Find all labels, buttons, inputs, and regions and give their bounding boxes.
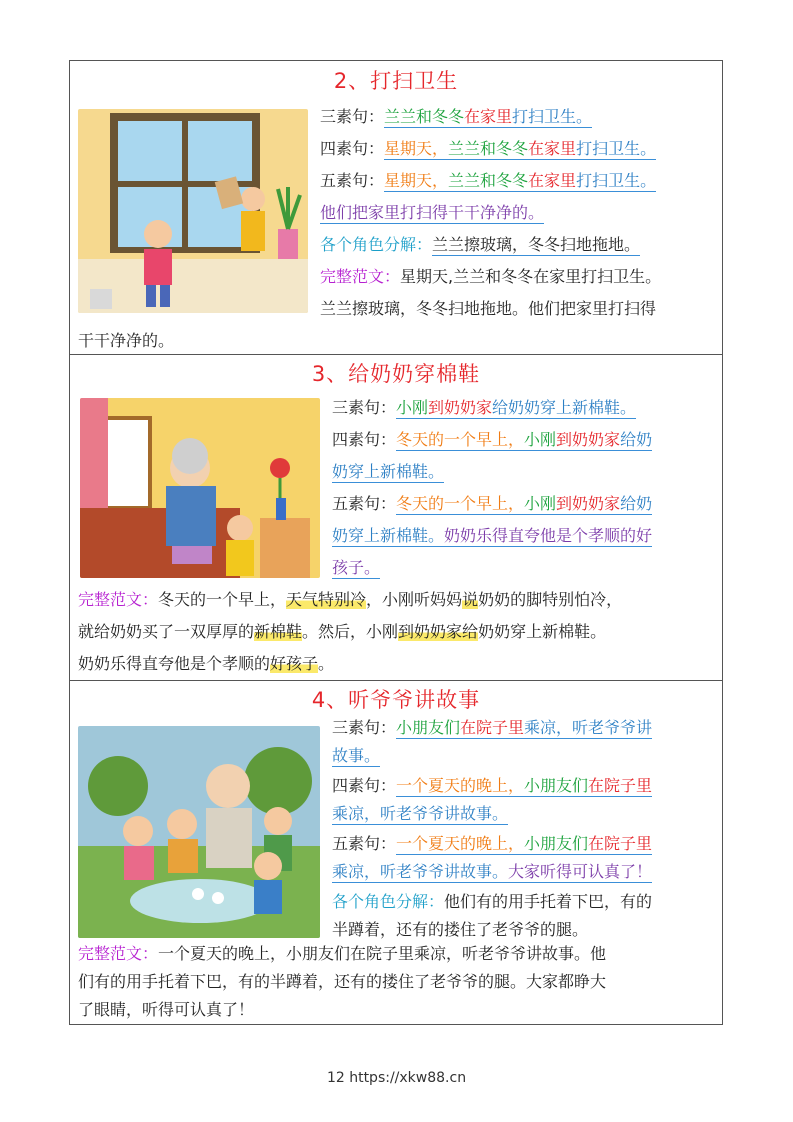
highlight: 好孩子 xyxy=(270,654,319,673)
where: 到奶奶家 xyxy=(556,494,621,513)
who: 小朋友们 xyxy=(396,718,461,737)
when: 星期天， xyxy=(384,139,449,158)
label: 四素句： xyxy=(332,430,397,449)
highlight: 说 xyxy=(462,590,479,609)
what: 故事。 xyxy=(332,746,381,765)
highlight: 新棉鞋 xyxy=(254,622,303,641)
label: 完整范文： xyxy=(78,944,159,963)
where: 在家里 xyxy=(528,171,577,190)
who: 小朋友们 xyxy=(524,834,589,853)
what: 给奶 xyxy=(620,430,653,449)
label: 各个角色分解： xyxy=(332,892,445,911)
four-element-continuation xyxy=(332,462,444,482)
label: 完整范文： xyxy=(78,590,159,609)
who: 小刚 xyxy=(396,398,429,417)
page-footer: 12 https://xkw88.cn xyxy=(326,1070,467,1086)
role-breakdown xyxy=(332,892,652,912)
cleaning-illustration xyxy=(78,109,308,313)
essay-text: ，小刚听妈妈 xyxy=(366,590,463,609)
role-breakdown-continuation: 半蹲着，还有的搂住了老爷爷的腿。 xyxy=(332,920,589,939)
five-element-sentence xyxy=(332,834,652,854)
label: 完整范文： xyxy=(320,267,401,286)
highlight: 天气特别冷 xyxy=(286,590,367,609)
label: 三素句： xyxy=(332,398,397,417)
where: 到奶奶家 xyxy=(428,398,493,417)
how: 孩子。 xyxy=(332,558,381,577)
what: 乘凉，听老爷爷讲故事。 xyxy=(332,804,509,823)
label: 五素句： xyxy=(332,494,397,513)
model-essay-line xyxy=(78,944,606,964)
what: 打扫卫生。 xyxy=(576,171,657,190)
four-element-sentence xyxy=(332,430,652,450)
where: 在院子里 xyxy=(588,776,653,795)
what: 乘凉，听老爷爷讲故事。 xyxy=(332,862,509,881)
role-breakdown xyxy=(320,235,640,255)
label: 五素句： xyxy=(332,834,397,853)
section-title: 3、给奶奶穿棉鞋 xyxy=(311,362,481,386)
where: 在家里 xyxy=(528,139,577,158)
model-essay-line: 干干净净的。 xyxy=(78,331,175,350)
what: 乘凉，听老爷爷讲 xyxy=(524,718,653,737)
where: 到奶奶家 xyxy=(556,430,621,449)
content-frame xyxy=(69,60,723,1025)
what: 给奶 xyxy=(620,494,653,513)
model-essay-line: 们有的用手托着下巴，有的半蹲着，还有的搂住了老爷爷的腿。大家都睁大 xyxy=(78,972,607,991)
when: 冬天的一个早上， xyxy=(396,494,525,513)
where: 在院子里 xyxy=(460,718,525,737)
model-essay-line xyxy=(78,654,334,674)
essay-text: 。 xyxy=(318,654,335,673)
where: 在家里 xyxy=(464,107,513,126)
three-element-sentence xyxy=(320,107,592,127)
essay-text: 奶奶乐得直夸他是个孝顺的 xyxy=(78,654,271,673)
section-cleaning xyxy=(70,61,722,355)
three-element-continuation xyxy=(332,746,380,766)
section-title: 2、打扫卫生 xyxy=(333,69,459,93)
three-element-sentence xyxy=(332,718,652,738)
section-title: 4、听爷爷讲故事 xyxy=(311,688,481,712)
where: 在院子里 xyxy=(588,834,653,853)
what: 打扫卫生。 xyxy=(512,107,593,126)
essay-text: 星期天,兰兰和冬冬在家里打扫卫生。 xyxy=(400,267,662,286)
story-illustration xyxy=(78,726,320,938)
model-essay-line: 了眼睛，听得可认真了！ xyxy=(78,1000,255,1019)
who: 兰兰和冬冬 xyxy=(384,107,465,126)
five-element-continuation xyxy=(320,203,544,223)
five-element-continuation xyxy=(332,526,652,546)
role-text: 他们有的用手托着下巴，有的 xyxy=(444,892,653,911)
label: 各个角色分解： xyxy=(320,235,433,254)
essay-text: 。然后，小刚 xyxy=(302,622,399,641)
when: 冬天的一个早上， xyxy=(396,430,525,449)
label: 四素句： xyxy=(320,139,385,158)
what: 给奶奶穿上新棉鞋。 xyxy=(492,398,637,417)
how: 大家听得可认真了！ xyxy=(508,862,653,881)
who: 兰兰和冬冬 xyxy=(448,171,529,190)
when: 星期天， xyxy=(384,171,449,190)
essay-text: 就给奶奶买了一双厚厚的 xyxy=(78,622,255,641)
three-element-sentence xyxy=(332,398,636,418)
model-essay-line xyxy=(320,267,661,287)
label: 三素句： xyxy=(320,107,385,126)
essay-text: 冬天的一个早上， xyxy=(158,590,287,609)
label: 四素句： xyxy=(332,776,397,795)
who: 小朋友们 xyxy=(524,776,589,795)
five-element-sentence xyxy=(320,171,656,191)
four-element-sentence xyxy=(332,776,652,796)
four-element-continuation xyxy=(332,804,508,824)
essay-text: 奶奶的脚特别怕冷， xyxy=(478,590,623,609)
five-element-continuation xyxy=(332,862,652,882)
who: 小刚 xyxy=(524,494,557,513)
cotton-shoes-illustration xyxy=(80,398,320,578)
five-element-continuation xyxy=(332,558,380,578)
model-essay-line xyxy=(78,622,606,642)
five-element-sentence xyxy=(332,494,652,514)
what: 奶穿上新棉鞋。 xyxy=(332,462,445,481)
model-essay-line xyxy=(78,590,622,610)
essay-text: 奶奶穿上新棉鞋。 xyxy=(478,622,607,641)
four-element-sentence xyxy=(320,139,656,159)
who: 小刚 xyxy=(524,430,557,449)
what: 打扫卫生。 xyxy=(576,139,657,158)
highlight: 到奶奶家给 xyxy=(398,622,479,641)
label: 三素句： xyxy=(332,718,397,737)
section-grandpa-story xyxy=(70,680,722,1024)
section-cotton-shoes xyxy=(70,354,722,681)
when: 一个夏天的晚上， xyxy=(396,776,525,795)
label: 五素句： xyxy=(320,171,385,190)
who: 兰兰和冬冬 xyxy=(448,139,529,158)
what: 奶穿上新棉鞋。 xyxy=(332,526,445,545)
how: 他们把家里打扫得干干净净的。 xyxy=(320,203,545,222)
when: 一个夏天的晚上， xyxy=(396,834,525,853)
model-essay-line: 兰兰擦玻璃，冬冬扫地拖地。他们把家里打扫得 xyxy=(320,299,657,318)
how: 奶奶乐得直夸他是个孝顺的好 xyxy=(444,526,653,545)
essay-text: 一个夏天的晚上，小朋友们在院子里乘凉，听老爷爷讲故事。他 xyxy=(158,944,607,963)
role-text: 兰兰擦玻璃，冬冬扫地拖地。 xyxy=(432,235,641,254)
